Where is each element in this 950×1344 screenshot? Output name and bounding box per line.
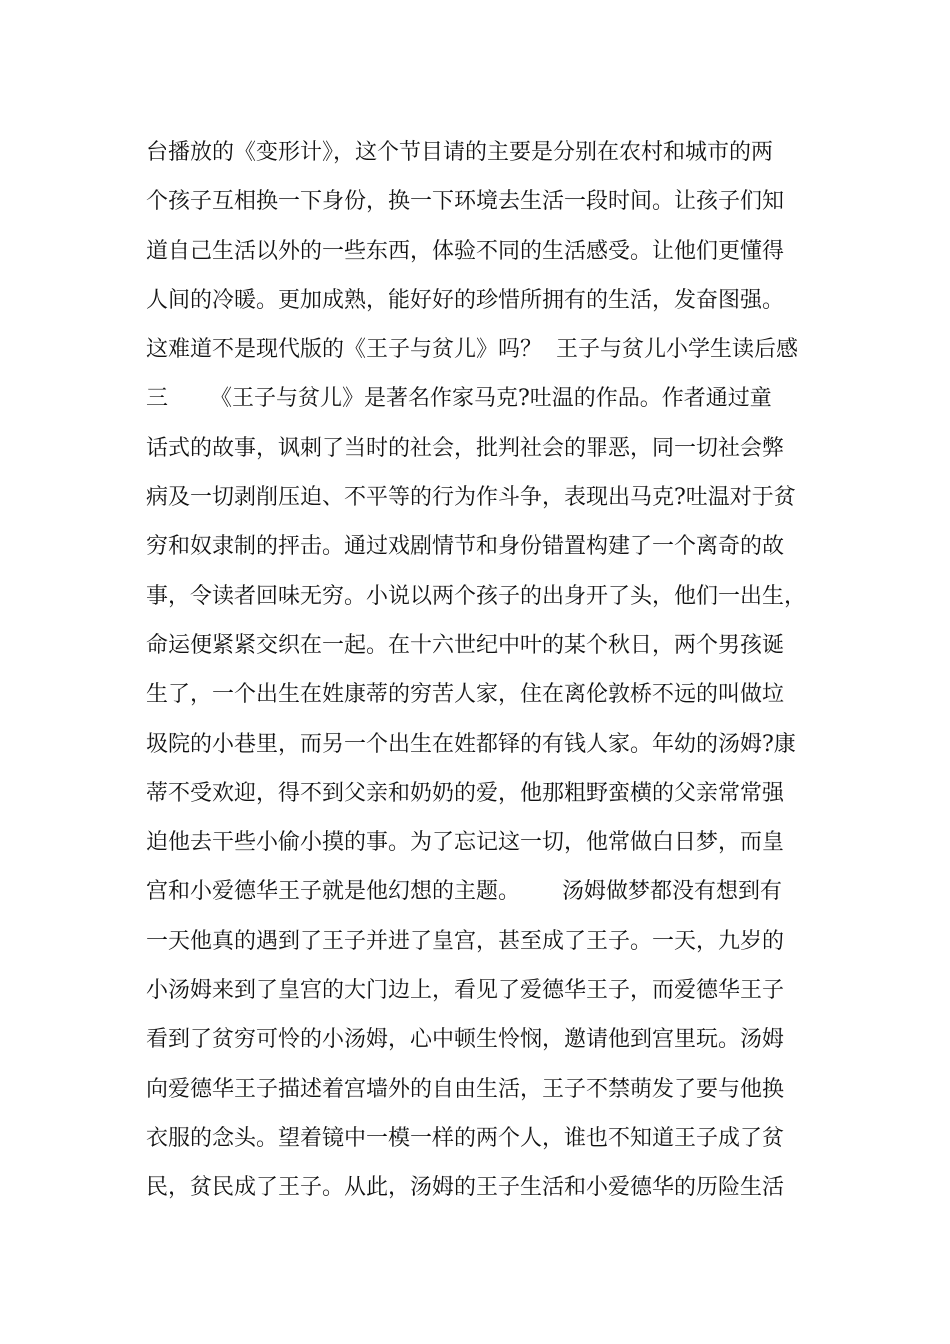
text-line: 台播放的《变形计》，这个节目请的主要是分别在农村和城市的两 [146,140,774,165]
text-line: 病及一切剥削压迫、不平等的行为作斗争，表现出马克?吐温对于贫 [146,485,796,511]
text-line: 向爱德华王子描述着宫墙外的自由生活，王子不禁萌发了要与他换 [146,1076,785,1102]
text-line: 这难道不是现代版的《王子与贫儿》吗？ 王子与贫儿小学生读后感 [146,337,798,363]
text-line: 民，贫民成了王子。从此，汤姆的王子生活和小爱德华的历险生活 [146,1175,785,1201]
text-line: 蒂不受欢迎，得不到父亲和奶奶的爱，他那粗野蛮横的父亲常常强 [146,780,785,806]
text-line: 看到了贫穷可怜的小汤姆，心中顿生怜悯，邀请他到宫里玩。汤姆 [146,1027,785,1053]
text-line: 命运便紧紧交织在一起。在十六世纪中叶的某个秋日，两个男孩诞 [146,632,785,658]
text-line: 道自己生活以外的一些东西，体验不同的生活感受。让他们更懂得 [146,238,785,264]
text-line: 话式的故事，讽刺了当时的社会，批判社会的罪恶，同一切社会弊 [146,435,785,461]
text-line: 小汤姆来到了皇宫的大门边上，看见了爱德华王子，而爱德华王子 [146,978,785,1004]
text-line: 生了，一个出生在姓康蒂的穷苦人家，住在离伦敦桥不远的叫做垃 [146,682,785,708]
text-line: 一天他真的遇到了王子并进了皇宫，甚至成了王子。一天，九岁的 [146,928,785,954]
text-line: 事，令读者回味无穷。小说以两个孩子的出身开了头，他们一出生， [146,583,807,609]
text-line: 人间的冷暖。更加成熟，能好好的珍惜所拥有的生活，发奋图强。 [146,287,785,313]
text-line: 衣服的念头。望着镜中一模一样的两个人，谁也不知道王子成了贫 [146,1125,785,1151]
body-text [146,128,826,1213]
text-line: 圾院的小巷里，而另一个出生在姓都铎的有钱人家。年幼的汤姆?康 [146,731,796,757]
text-line: 穷和奴隶制的抨击。通过戏剧情节和身份错置构建了一个离奇的故 [146,534,785,560]
text-line: 宫和小爱德华王子就是他幻想的主题。 汤姆做梦都没有想到有 [146,879,782,905]
text-line: 三 《王子与贫儿》是著名作家马克?吐温的作品。作者通过童 [146,386,772,412]
text-line: 迫他去干些小偷小摸的事。为了忘记这一切，他常做白日梦，而皇 [146,830,785,856]
text-line: 个孩子互相换一下身份，换一下环境去生活一段时间。让孩子们知 [146,189,785,215]
